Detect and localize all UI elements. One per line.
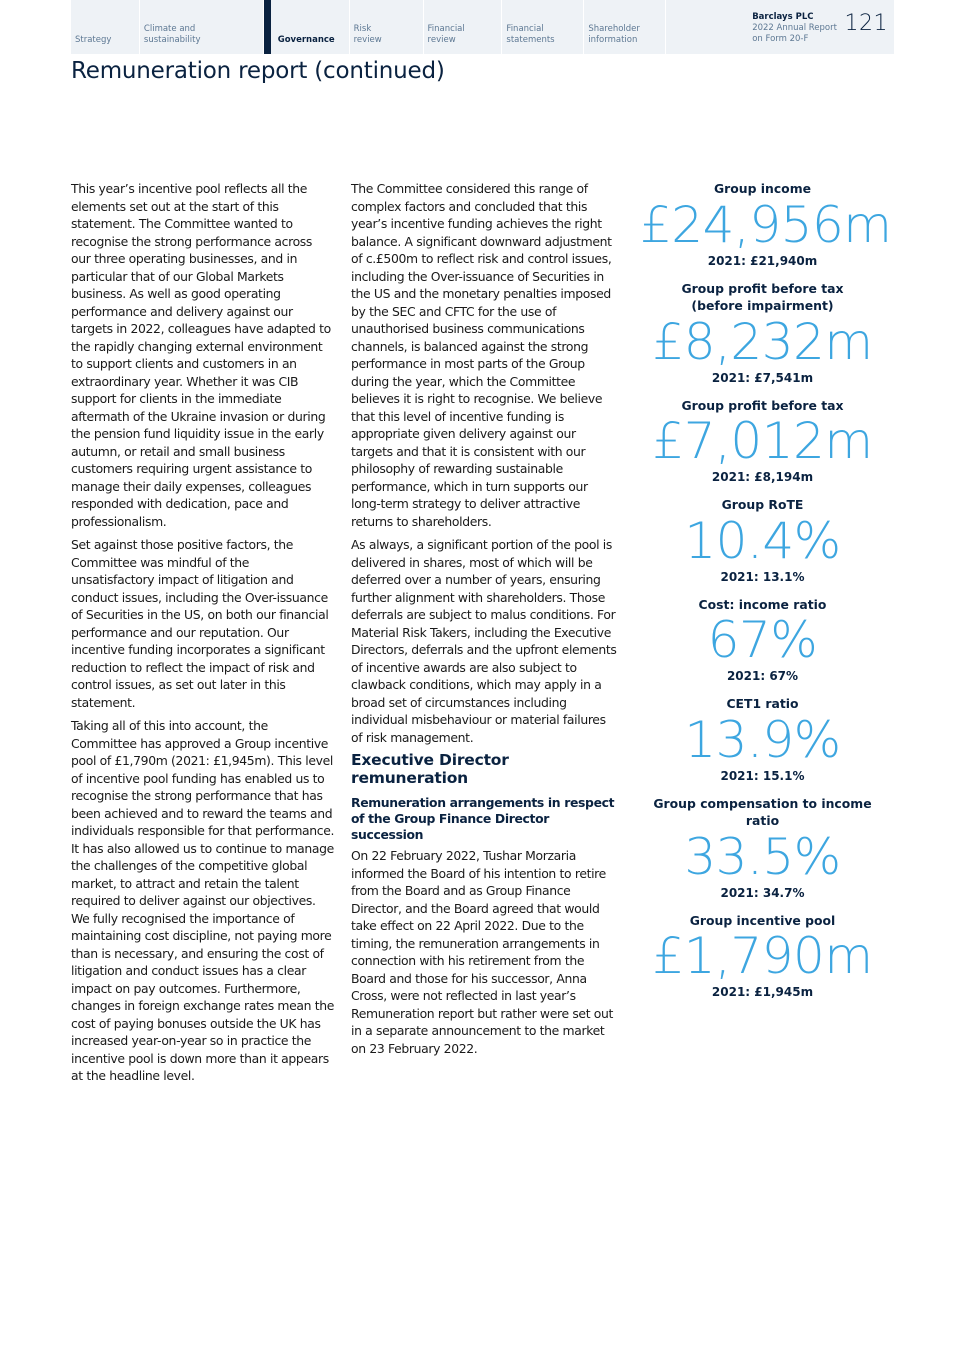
middle-text-column <box>351 180 617 1063</box>
kpi-label: Group income <box>713 181 812 196</box>
kpi-prior-year: 2021: £1,945m <box>711 985 814 999</box>
kpi-column <box>640 180 892 1011</box>
kpi-value: £1,790m <box>652 927 873 985</box>
page-number: 121 <box>844 11 888 36</box>
kpi-prior-year: 2021: 67% <box>726 669 799 683</box>
tab-strategy[interactable]: Strategy <box>71 0 140 54</box>
paragraph: On 22 February 2022, Tushar Morzaria informed the Board of his intention to retire from the Board and as Group Finance Director, and the Board agreed that would take effect on 22 April 2022. Due to the timing, the remuneration arrangements in connection with his retirement from the Board and those for his successor, Anna Cross, were not reflected in last year’s Remuneration report but rather were set out in a separate announcement to the market on 23 February 2022. <box>351 848 614 1056</box>
kpi-value: £8,232m <box>652 312 873 371</box>
kpi-label: CET1 ratio <box>726 696 799 711</box>
kpi-rote <box>640 496 885 586</box>
kpi-value: 13.9% <box>684 710 841 769</box>
kpi-cost-income-ratio <box>640 596 885 686</box>
section-heading: Executive Director remuneration <box>351 751 509 787</box>
kpi-label: Cost: income ratio <box>698 596 827 612</box>
kpi-label: Group profit before tax (before impairment) <box>681 280 844 313</box>
kpi-compensation-income-ratio <box>640 795 885 902</box>
kpi-label: Group incentive pool <box>689 912 836 928</box>
kpi-value: 33.5% <box>684 827 841 886</box>
report-form: on Form 20-F <box>752 34 809 44</box>
tab-financial-statements[interactable]: Financial statements <box>502 0 584 54</box>
report-info <box>666 0 894 54</box>
left-text-column <box>71 180 335 1091</box>
sub-heading: Remuneration arrangements in respect of the Group Finance Director succession <box>351 795 615 842</box>
tab-governance[interactable]: Governance <box>264 0 350 54</box>
kpi-value: 10.4% <box>684 511 841 570</box>
tab-climate-sustainability[interactable]: Climate and sustainability <box>140 0 264 54</box>
paragraph: Set against those positive factors, the Committee was mindful of the unsatisfactory impact of litigation and conduct issues, including the Over-issuance of Securities in the US, on both our financial performance and our reputation. Our incentive funding incorporates a significant reduction to reflect the impact of risk and control issues, as set out later in this statement. <box>71 537 329 710</box>
tab-risk-review[interactable]: Risk review <box>350 0 424 54</box>
kpi-label: Group RoTE <box>721 497 804 512</box>
kpi-prior-year: 2021: 13.1% <box>720 569 805 584</box>
kpi-prior-year: 2021: £8,194m <box>711 470 814 484</box>
kpi-label: Group profit before tax <box>681 397 844 413</box>
kpi-cet1-ratio <box>640 695 885 785</box>
kpi-profit-before-impairment <box>640 280 885 387</box>
paragraph: As always, a significant portion of the pool is delivered in shares, most of which will be deferred over a number of years, ensuring further alignment with shareholders. Those deferrals are subject to malus conditions. For Material Risk Takers, including the Executive Directors, deferrals and the upfront elements of incentive awards are also subject to clawback conditions, which may apply in a broad set of circumstances including individual misbehaviour or material failures of risk management. <box>351 537 617 745</box>
kpi-value: 67% <box>707 611 818 669</box>
kpi-value: £7,012m <box>652 412 873 470</box>
paragraph: The Committee considered this range of complex factors and concluded that this year’s incentive funding achieves the right balance. A significant downward adjustment of c.£500m to reflect risk and control issues, including the Over-issuance of Securities in the US and the monetary penalties imposed by the SEC and CFTC for the use of unauthorised business communications channels, is balanced against the strong performance in most parts of the Group during the year, which the Committee believes it is right to recognise. We believe that this level of incentive funding is appropriate given delivery against our targets and that it is consistent with our philosophy of rewarding sustainable performance, which in turn supports our long-term strategy to deliver attractive returns to shareholders. <box>351 181 612 529</box>
tab-financial-review[interactable]: Financial review <box>424 0 503 54</box>
company-name: Barclays PLC <box>752 12 814 22</box>
kpi-prior-year: 2021: 15.1% <box>720 768 805 783</box>
kpi-prior-year: 2021: 34.7% <box>720 885 805 900</box>
page-title: Remuneration report (continued) <box>71 58 445 84</box>
kpi-group-income <box>640 180 892 270</box>
tab-shareholder-information[interactable]: Shareholder information <box>584 0 666 54</box>
kpi-value: £24,956m <box>640 195 892 254</box>
top-navigation <box>71 0 894 54</box>
paragraph: Taking all of this into account, the Committee has approved a Group incentive pool of £1,790m (2021: £1,945m). This level of incentive pool funding has enabled us to recognise the strong performance that has been achieved and to reward the teams and individuals responsible for that performance. It has also allowed us to continue to manage the challenges of the competitive global market, to attract and retain the talent required to deliver against our objectives. We fully recognised the importance of maintaining cost discipline, not paying more than is necessary, and ensuring the cost of litigation and conduct issues has a clear impact on pay outcomes. Furthermore, changes in foreign exchange rates mean the cost of paying bonuses outside the UK has increased year-on-year so in practice the incentive pool is down more than it appears at the headline level. <box>71 718 335 1083</box>
kpi-label: Group compensation to income ratio <box>653 795 872 828</box>
kpi-prior-year: 2021: £7,541m <box>711 370 814 385</box>
kpi-prior-year: 2021: £21,940m <box>707 253 818 268</box>
report-title: 2022 Annual Report <box>752 23 837 33</box>
kpi-profit-before-tax <box>640 397 885 487</box>
paragraph: This year’s incentive pool reflects all the elements set out at the start of this statement. The Committee wanted to recognise the strong performance across our three operating businesses, and in particular that of our Global Markets business. As well as good operating performance and delivery against our targets in 2022, colleagues have adapted to the rapidly changing external environment to support clients and customers in an extraordinary year. Whether it was CIB support for clients in the immediate aftermath of the Ukraine invasion or during the pension fund liquidity issue in the early autumn, or retail and small business customers requiring urgent assistance to manage their daily expenses, colleagues responded with dedication, pace and professionalism. <box>71 181 331 529</box>
kpi-incentive-pool <box>640 912 885 1002</box>
